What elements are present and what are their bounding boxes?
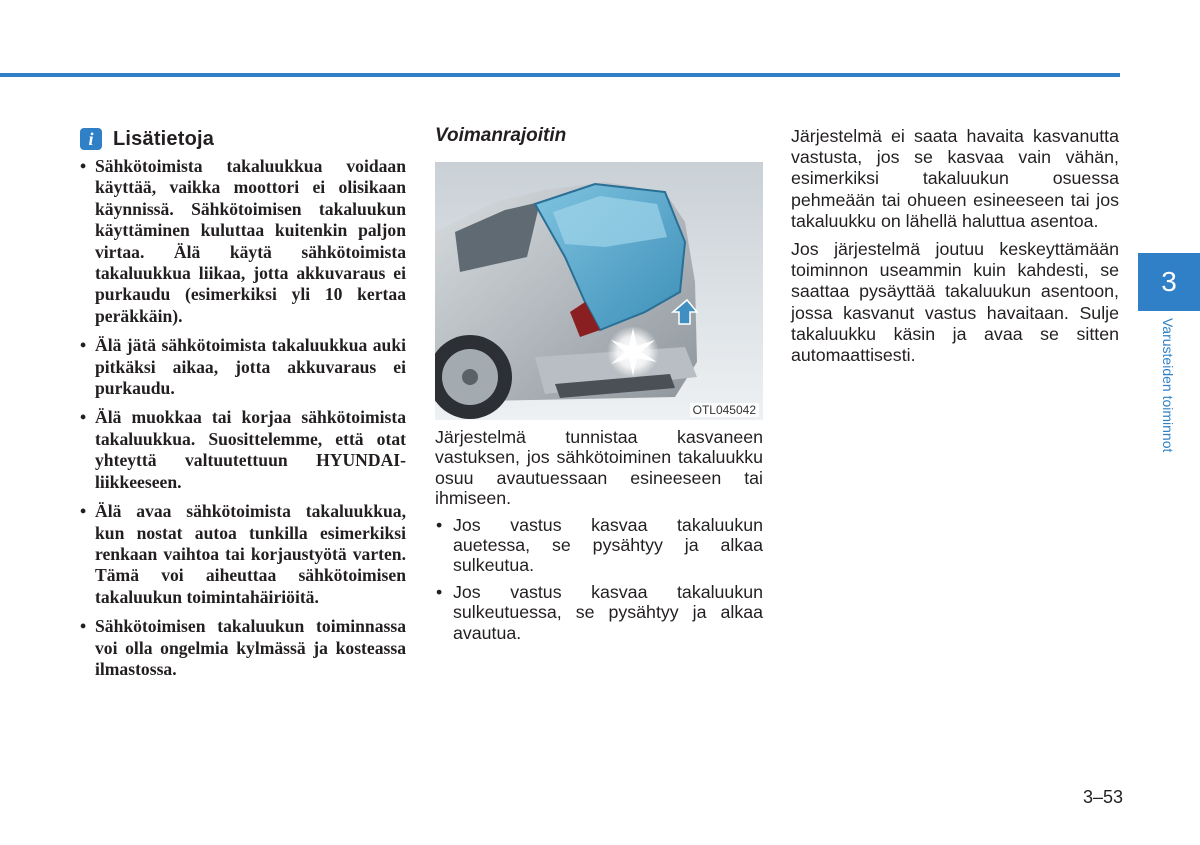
section-intro: Järjestelmä tunnistaa kasvaneen vastuksen, jos sähkötoiminen takaluukku osuu avautuessaan esineeseen tai ihmiseen. — [435, 427, 763, 509]
bullet-mark: • — [80, 156, 87, 176]
top-rule — [0, 73, 1120, 77]
chapter-label: Varusteiden toiminnot — [1160, 318, 1176, 453]
info-bullet — [80, 156, 406, 327]
info-bullet-text: Sähkötoimisen takaluukun toiminnassa voi olla ongelmia kylmässä ja kosteassa ilmastossa. — [95, 616, 406, 679]
section-column — [435, 124, 763, 649]
info-bullet — [80, 407, 406, 493]
info-bullet — [80, 335, 406, 399]
section-title: Voimanrajoitin — [435, 125, 567, 146]
right-column — [791, 126, 1119, 373]
section-bullet-text: Jos vastus kasvaa takaluukun auetessa, se pysähtyy ja alkaa sulkeutua. — [453, 514, 763, 576]
section-bullet — [435, 515, 763, 576]
figure-code: OTL045042 — [690, 403, 759, 417]
bullet-mark: • — [436, 514, 443, 535]
info-box — [80, 126, 406, 688]
chapter-tab: 3 — [1138, 253, 1200, 311]
right-paragraph: Jos järjestelmä joutuu keskeyttämään toiminnon useammin kuin kahdesti, se saattaa pysäyttää takaluukun asentoon, jossa kasvanut vastus havaitaan. Sulje takaluukku käsin ja avaa se sitten automaattisesti. — [791, 239, 1119, 366]
section-bullet — [435, 582, 763, 643]
info-bullet-text: Älä jätä sähkötoimista takaluukkua auki pitkäksi aikaa, jotta akkuvaraus ei purkaudu. — [95, 335, 406, 399]
info-bullet-text: Sähkötoimista takaluukkua voidaan käyttää, vaikka moottori ei olisikaan käynnissä. Sähkötoimisen takaluukun käyttäminen kuluttaa kuitenkin paljon virtaa. Älä käytä sähkötoimista takaluukkua liikaa, jotta akkuvaraus ei purkaudu (esimerkiksi yli 10 kertaa peräkkäin). — [95, 156, 406, 326]
info-bullet-text: Älä muokkaa tai korjaa sähkötoimista takaluukkua. Suosittelemme, että otat yhteyttä valtuutettuun HYUNDAI-liikkeeseen. — [95, 407, 406, 492]
info-header — [80, 126, 406, 152]
info-icon: i — [80, 128, 102, 150]
info-title: Lisätietoja — [113, 127, 215, 150]
tailgate-illustration — [435, 162, 763, 420]
section-bullet-text: Jos vastus kasvaa takaluukun sulkeutuessa, se pysähtyy ja alkaa avautua. — [453, 581, 763, 643]
info-bullet-text: Älä avaa sähkötoimista takaluukkua, kun nostat autoa tunkilla esimerkiksi renkaan vaihtoa tai korjaustyötä varten. Tämä voi aiheuttaa sähkötoimisen takaluukun toimintahäiriöitä. — [95, 501, 406, 607]
car-rear-illustration — [435, 162, 763, 420]
section-bullet-list — [435, 515, 763, 643]
right-paragraph: Järjestelmä ei saata havaita kasvanutta vastusta, jos se kasvaa vain vähän, esimerkiksi takaluukun osuessa pehmeään tai ohueen esineeseen tai jos takaluukku on lähellä haluttua asentoa. — [791, 126, 1119, 231]
bullet-mark: • — [80, 616, 87, 637]
info-bullet — [80, 501, 406, 608]
bullet-mark: • — [80, 407, 87, 428]
bullet-mark: • — [80, 501, 87, 522]
info-bullet-list — [80, 156, 406, 680]
info-bullet — [80, 616, 406, 680]
bullet-mark: • — [436, 581, 443, 602]
bullet-mark: • — [80, 335, 87, 356]
page-number: 3–53 — [1083, 787, 1124, 807]
